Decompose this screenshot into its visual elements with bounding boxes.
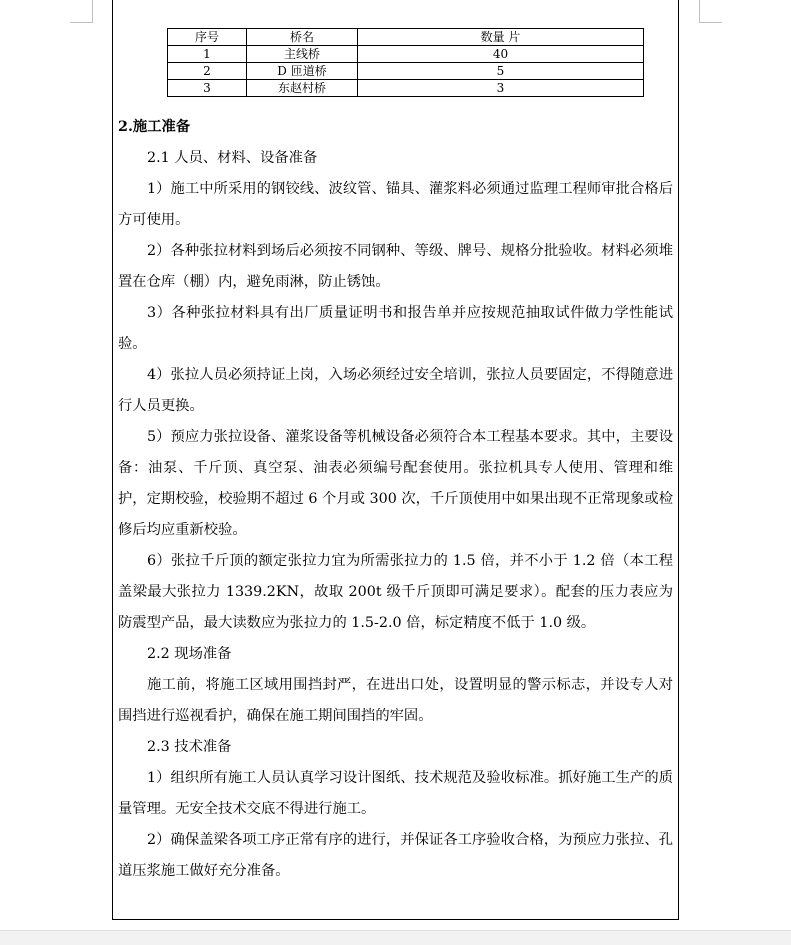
table-header-row [168, 29, 644, 46]
document-body [118, 112, 673, 887]
table-cell: 5 [358, 63, 644, 80]
paragraph: 4）张拉人员必须持证上岗，入场必须经过安全培训，张拉人员要固定，不得随意进行人员更换。 [118, 367, 673, 414]
paragraph: 2）各种张拉材料到场后必须按不同钢种、等级、牌号、规格分批验收。材料必须堆置在仓库（棚）内，避免雨淋，防止锈蚀。 [118, 243, 673, 290]
paragraph: 1）施工中所采用的钢铰线、波纹管、锚具、灌浆料必须通过监理工程师审批合格后方可使用。 [118, 181, 673, 228]
header-cell-index: 序号 [168, 29, 247, 46]
table-cell: D 匝道桥 [247, 63, 358, 80]
table-cell: 2 [168, 63, 247, 80]
paragraph: 2）确保盖梁各项工序正常有序的进行，并保证各工序验收合格，为预应力张拉、孔道压浆施工做好充分准备。 [118, 832, 673, 879]
page-corner-mark-left [70, 0, 93, 23]
table-cell: 主线桥 [247, 46, 358, 63]
bridge-table [167, 28, 644, 97]
subsection-heading: 2.2 现场准备 [147, 646, 232, 662]
table-cell: 1 [168, 46, 247, 63]
subsection-heading: 2.1 人员、材料、设备准备 [147, 150, 318, 166]
paragraph: 1）组织所有施工人员认真学习设计图纸、技术规范及验收标准。抓好施工生产的质量管理。无安全技术交底不得进行施工。 [118, 770, 673, 817]
paragraph: 5）预应力张拉设备、灌浆设备等机械设备必须符合本工程基本要求。其中，主要设备：油泵、千斤顶、真空泵、油表必须编号配套使用。张拉机具专人使用、管理和维护，定期校验，校验期不超过 6 个月或 300 次，千斤顶使用中如果出现不正常现象或检修后均应重新校验。 [118, 429, 673, 538]
subsection-heading: 2.3 技术准备 [147, 739, 232, 755]
header-cell-quantity: 数量 片 [358, 29, 644, 46]
section-heading: 2.施工准备 [118, 119, 191, 135]
window-bottom-bar [0, 930, 791, 945]
table-cell: 3 [358, 80, 644, 97]
table-row [168, 80, 644, 97]
table-cell: 40 [358, 46, 644, 63]
paragraph: 施工前，将施工区域用围挡封严，在进出口处，设置明显的警示标志，并设专人对围挡进行巡视看护，确保在施工期间围挡的牢固。 [118, 677, 673, 724]
paragraph: 3）各种张拉材料具有出厂质量证明书和报告单并应按规范抽取试件做力学性能试验。 [118, 305, 673, 352]
header-cell-bridge-name: 桥名 [247, 29, 358, 46]
table-row [168, 46, 644, 63]
page-corner-mark-right [699, 0, 722, 23]
paragraph: 6）张拉千斤顶的额定张拉力宜为所需张拉力的 1.5 倍，并不小于 1.2 倍（本工程盖梁最大张拉力 1339.2KN，故取 200t 级千斤顶即可满足要求）。配套的压力表应为防震型产品，最大读数应为张拉力的 1.5-2.0 倍，标定精度不低于 1.0 级。 [118, 553, 673, 631]
table-row [168, 63, 644, 80]
table-cell: 3 [168, 80, 247, 97]
table-cell: 东赵村桥 [247, 80, 358, 97]
